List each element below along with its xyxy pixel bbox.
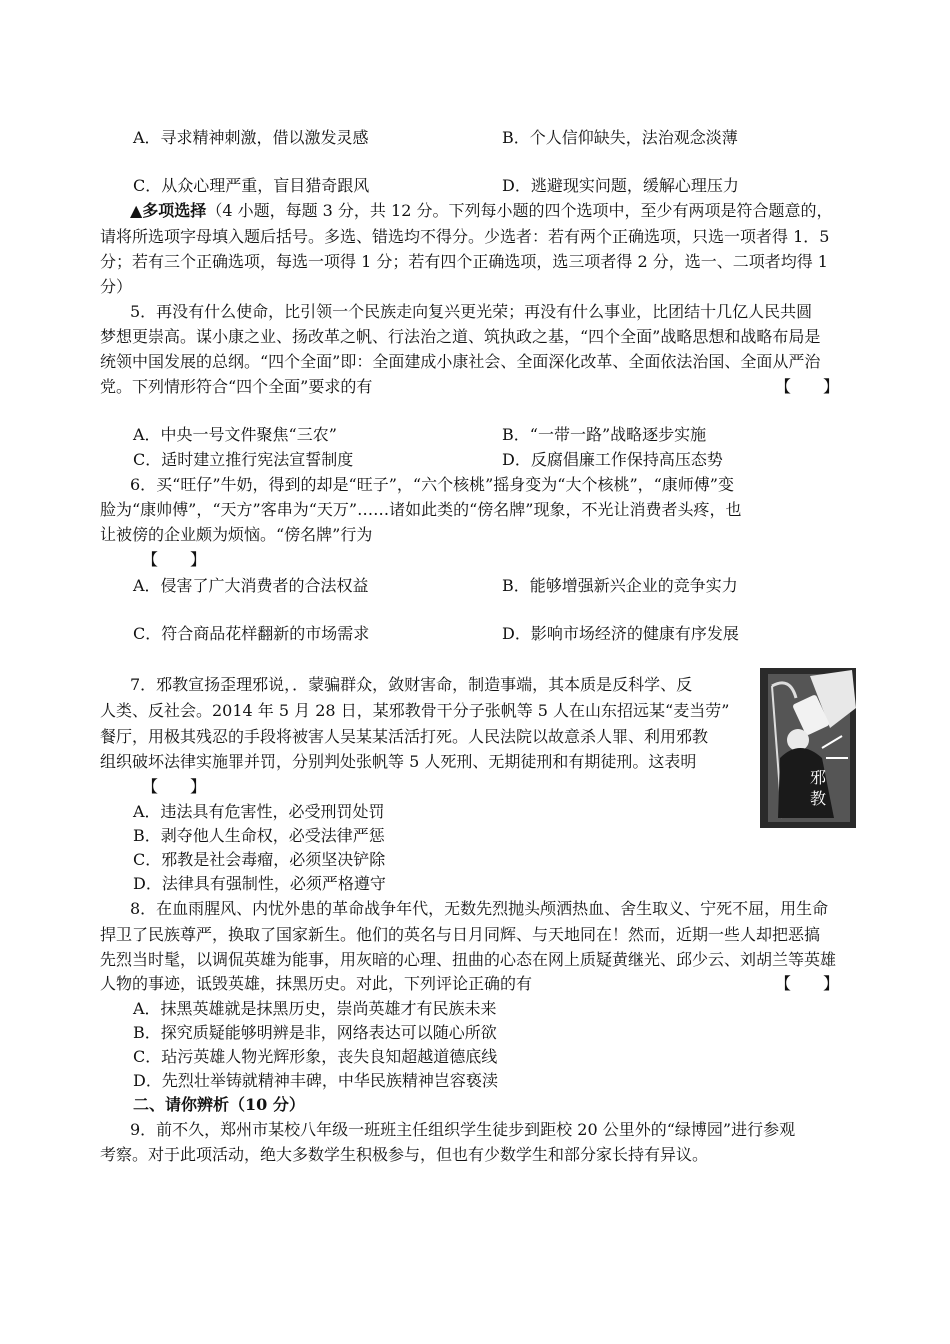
q4-option-a: A．寻求精神刺激，借以激发灵感 [133,128,369,147]
q6-stem-line-1: 6．买“旺仔”牛奶，得到的却是“旺子”，“六个核桃”摇身变为“大个核桃”，“康师傅”变 [130,475,734,494]
q5-option-d: D．反腐倡廉工作保持高压态势 [502,450,723,469]
q8-option-d: D．先烈壮举铸就精神丰碑，中华民族精神岂容亵渎 [133,1071,498,1090]
multi-section-line-3: 分；若有三个正确选项，每选一项得 1 分；若有四个正确选项，选三项者得 2 分，选一、二项者均得 1 [100,252,828,271]
q5-stem-line-1: 5．再没有什么使命，比引领一个民族走向复兴更光荣；再没有什么事业，比团结十几亿人民共圆 [130,302,813,321]
cartoon-figure-head [787,729,809,751]
q7-stem-line-3: 餐厅，用极其残忍的手段将被害人吴某某活活打死。人民法院以故意杀人罪、利用邪教 [100,727,709,746]
q8-option-a: A．抹黑英雄就是抹黑历史，崇尚英雄才有民族未来 [133,999,497,1018]
q5-answer-bracket[interactable]: 【 】 [775,377,840,396]
q6-option-d: D．影响市场经济的健康有序发展 [502,624,739,643]
q5-stem-line-2: 梦想更崇高。谋小康之业、扬改革之帆、行法治之道、筑执政之基，“四个全面”战略思想和战略布局是 [100,327,821,346]
q4-option-b: B．个人信仰缺失，法治观念淡薄 [502,128,738,147]
q9-stem-line-1: 9．前不久，郑州市某校八年级一班班主任组织学生徒步到距校 20 公里外的“绿博园”进行参观 [130,1120,796,1139]
q5-stem-line-3: 统领中国发展的总纲。“四个全面”即：全面建成小康社会、全面深化改革、全面依法治国、全面从严治 [100,352,821,371]
q5-option-c: C．适时建立推行宪法宣誓制度 [133,450,354,469]
q9-stem-line-2: 考察。对于此项活动，绝大多数学生积极参与，但也有少数学生和部分家长持有异议。 [100,1145,709,1164]
q7-option-c: C．邪教是社会毒瘤，必须坚决铲除 [133,850,386,869]
q6-option-b: B．能够增强新兴企业的竞争实力 [502,576,738,595]
q4-option-d: D．逃避现实问题，缓解心理压力 [502,176,739,195]
q5-option-a: A．中央一号文件聚焦“三农” [133,425,337,444]
q4-option-c: C．从众心理严重，盲目猎奇跟风 [133,176,370,195]
multi-section-intro [130,200,880,222]
q7-stem-line-2: 人类、反社会。2014 年 5 月 28 日，某邪教骨干分子张帆等 5 人在山东招远某“麦当劳” [100,701,730,720]
q6-stem-line-2: 脸为“康帅傅”，“天方”客串为“天万”……诸如此类的“傍名牌”现象，不光让消费者头疼，也 [100,500,742,519]
q7-option-b: B．剥夺他人生命权，必受法律严惩 [133,826,385,845]
q7-stem-line-4: 组织破坏法律实施罪并罚，分别判处张帆等 5 人死刑、无期徒刑和有期徒刑。这表明 [100,752,697,771]
q6-option-c: C．符合商品花样翻新的市场需求 [133,624,370,643]
q7-stem-line-1: 7．邪教宣扬歪理邪说，．蒙骗群众，敛财害命，制造事端，其本质是反科学、反 [130,675,693,694]
q7-option-a: A．违法具有危害性，必受刑罚处罚 [133,802,385,821]
q6-option-a: A．侵害了广大消费者的合法权益 [133,576,369,595]
q8-stem-line-2: 捍卫了民族尊严，换取了国家新生。他们的英名与日月同辉、与天地同在！然而，近期一些人却把恶搞 [100,925,821,944]
q6-answer-bracket[interactable]: 【 】 [142,550,207,569]
q6-stem-line-3: 让被傍的企业颇为烦恼。“傍名牌”行为 [100,525,373,544]
q8-stem-line-4: 人物的事迹，诋毁英雄，抹黑历史。对此，下列评论正确的有 [100,974,533,993]
multi-section-marker: ▲多项选择 [130,201,207,220]
multi-section-line-2: 请将所选项字母填入题后括号。多选、错选均不得分。少选者：若有两个正确选项，只选一项者得 1．5 [100,227,830,246]
q8-option-b: B．探究质疑能够明辨是非，网络表达可以随心所欲 [133,1023,497,1042]
q7-answer-bracket[interactable]: 【 】 [142,777,207,796]
cult-cartoon-illustration [760,668,856,828]
q8-stem-line-3: 先烈当时髦，以调侃英雄为能事，用灰暗的心理、扭曲的心态在网上质疑黄继光、邱少云、刘胡兰等英雄 [100,950,837,969]
q7-option-d: D．法律具有强制性，必须严格遵守 [133,874,386,893]
q8-answer-bracket[interactable]: 【 】 [775,974,840,993]
multi-section-line-1: （4 小题，每题 3 分，共 12 分。下列每小题的四个选项中，至少有两项是符合题意的， [206,201,833,220]
multi-section-line-4: 分） [100,277,133,296]
q5-option-b: B．“一带一路”战略逐步实施 [502,425,707,444]
q8-stem-line-1: 8．在血雨腥风、内忧外患的革命战争年代，无数先烈抛头颅洒热血、舍生取义、宁死不屈，用生命 [130,899,829,918]
q5-stem-line-4: 党。下列情形符合“四个全面”要求的有 [100,377,373,396]
cartoon-label-jiao: 教 [810,789,827,808]
section-2-heading: 二、请你辨析（10 分） [133,1095,305,1114]
cartoon-label-xie: 邪 [810,768,827,787]
q8-option-c: C．玷污英雄人物光辉形象，丧失良知超越道德底线 [133,1047,498,1066]
